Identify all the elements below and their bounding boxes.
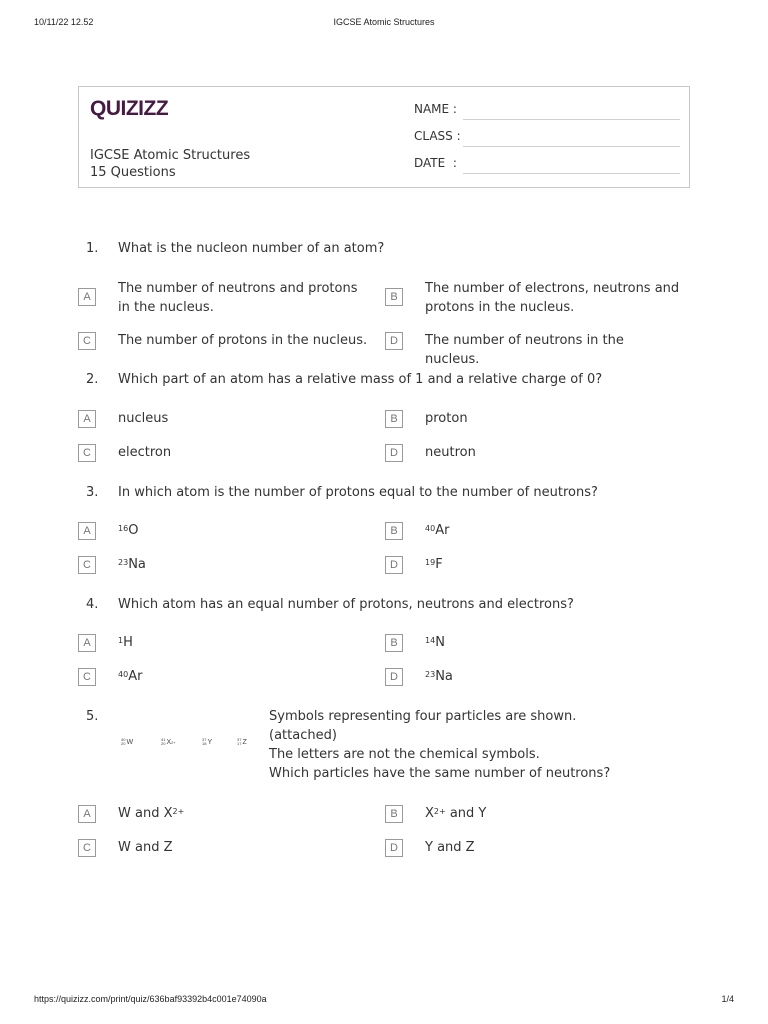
- mass-number: 23: [425, 670, 436, 679]
- quizizz-logo: [90, 95, 168, 121]
- option-letter: D: [385, 332, 403, 350]
- quizizz-logo-icon: [90, 96, 168, 120]
- element-symbol: Na: [128, 557, 146, 572]
- question-text: What is the nucleon number of an atom?: [118, 241, 385, 256]
- option-text: [118, 838, 373, 857]
- element-symbol: Ar: [435, 523, 450, 538]
- charge: 2+: [433, 807, 446, 816]
- quiz-title: IGCSE Atomic Structures: [90, 148, 251, 163]
- option-letter: B: [385, 634, 403, 652]
- option-letter: C: [78, 668, 96, 686]
- option-text: [118, 667, 373, 686]
- particle-mass: 37: [237, 737, 242, 742]
- option-text: [118, 804, 373, 823]
- logo-text: QUIZIZZ: [90, 97, 168, 120]
- option-text: The number of protons in the nucleus.: [118, 333, 368, 348]
- question-number: 1.: [86, 241, 99, 256]
- print-datetime: 10/11/22 12.52: [34, 17, 94, 27]
- particle-symbol: Z: [242, 738, 247, 746]
- option-text: [425, 838, 680, 857]
- particle-atomic: 18: [202, 741, 207, 746]
- question-count: 15 Questions: [90, 165, 176, 180]
- option-text: [425, 804, 680, 823]
- option-letter: B: [385, 522, 403, 540]
- option-letter: B: [385, 410, 403, 428]
- quiz-header-box: [78, 86, 690, 188]
- option-text: [425, 633, 680, 652]
- print-url[interactable]: https://quizizz.com/print/quiz/636baf93392b4c001e74090a: [34, 994, 267, 1004]
- option-text: [118, 521, 373, 540]
- particle-symbol: X: [166, 738, 172, 746]
- option-text: [425, 555, 680, 574]
- class-line[interactable]: [463, 146, 680, 147]
- option-text-main: W and Z: [118, 840, 173, 855]
- question-line: Symbols representing four particles are shown.: [269, 709, 577, 724]
- option-text: [425, 521, 680, 540]
- option-text-main: Y and Z: [425, 840, 475, 855]
- question-text: Which part of an atom has a relative mass of 1 and a relative charge of 0?: [118, 372, 603, 387]
- question-number: 5.: [86, 709, 99, 724]
- option-text: nucleus: [118, 411, 169, 426]
- question-number: 2.: [86, 372, 99, 387]
- option-letter: D: [385, 444, 403, 462]
- particle-y: [202, 738, 212, 746]
- mass-number: 16: [118, 524, 129, 533]
- question-text: Which atom has an equal number of protons, neutrons and electrons?: [118, 597, 574, 612]
- element-symbol: Na: [435, 669, 453, 684]
- particle-atomic: 17: [237, 741, 242, 746]
- option-letter: B: [385, 805, 403, 823]
- option-text: proton: [425, 411, 468, 426]
- option-text: The number of neutrons and protons in the nucleus.: [118, 281, 358, 315]
- option-letter: D: [385, 668, 403, 686]
- option-text: neutron: [425, 445, 476, 460]
- element-symbol: O: [128, 523, 139, 538]
- particle-symbol: W: [126, 738, 134, 746]
- particle-x: [161, 738, 176, 746]
- option-letter: A: [78, 634, 96, 652]
- particle-mass: 40: [121, 737, 126, 742]
- option-letter: C: [78, 332, 96, 350]
- option-text: [118, 633, 373, 652]
- particle-atomic: 20: [161, 741, 166, 746]
- date-line[interactable]: [463, 173, 680, 174]
- question-number: 4.: [86, 597, 99, 612]
- element-symbol: N: [435, 635, 445, 650]
- question-number: 3.: [86, 485, 99, 500]
- option-text: The number of electrons, neutrons and protons in the nucleus.: [425, 281, 680, 315]
- option-letter: C: [78, 444, 96, 462]
- name-line[interactable]: [463, 119, 680, 120]
- question-text: [269, 707, 610, 783]
- mass-number: 19: [425, 558, 436, 567]
- question-line: The letters are not the chemical symbols.: [269, 747, 540, 762]
- element-symbol: F: [435, 557, 443, 572]
- option-text-main: W and X: [118, 806, 173, 821]
- option-letter: A: [78, 410, 96, 428]
- particle-symbol: Y: [207, 738, 213, 746]
- mass-number: 1: [118, 636, 124, 645]
- element-symbol: H: [123, 635, 133, 650]
- page-number: 1/4: [721, 994, 734, 1004]
- option-text: [425, 667, 680, 686]
- particle-charge: 2+: [171, 739, 176, 745]
- question-line: Which particles have the same number of neutrons?: [269, 766, 611, 781]
- charge: 2+: [172, 807, 185, 816]
- mass-number: 40: [118, 670, 129, 679]
- particle-atomic: 20: [121, 741, 126, 746]
- class-label: CLASS :: [414, 129, 461, 143]
- particle-symbols-image: [121, 738, 261, 752]
- option-letter: A: [78, 522, 96, 540]
- particle-mass: 41: [161, 737, 166, 742]
- question-line: (attached): [269, 728, 337, 743]
- option-text: The number of neutrons in the nucleus.: [425, 333, 624, 367]
- date-label: DATE :: [414, 156, 457, 170]
- option-letter: C: [78, 839, 96, 857]
- question-text: In which atom is the number of protons equal to the number of neutrons?: [118, 485, 598, 500]
- option-text-main: X: [425, 806, 434, 821]
- option-letter: B: [385, 288, 403, 306]
- option-text-rest: and Y: [445, 806, 487, 821]
- mass-number: 23: [118, 558, 129, 567]
- mass-number: 40: [425, 524, 436, 533]
- option-letter: A: [78, 805, 96, 823]
- particle-z: [237, 738, 247, 746]
- option-text: electron: [118, 445, 172, 460]
- name-label: NAME :: [414, 102, 457, 116]
- print-title: IGCSE Atomic Structures: [333, 17, 435, 27]
- option-letter: C: [78, 556, 96, 574]
- option-text: [118, 555, 373, 574]
- option-letter: D: [385, 556, 403, 574]
- option-letter: D: [385, 839, 403, 857]
- particle-w: [121, 738, 133, 746]
- element-symbol: Ar: [128, 669, 143, 684]
- particle-mass: 37: [202, 737, 207, 742]
- mass-number: 14: [425, 636, 436, 645]
- option-letter: A: [78, 288, 96, 306]
